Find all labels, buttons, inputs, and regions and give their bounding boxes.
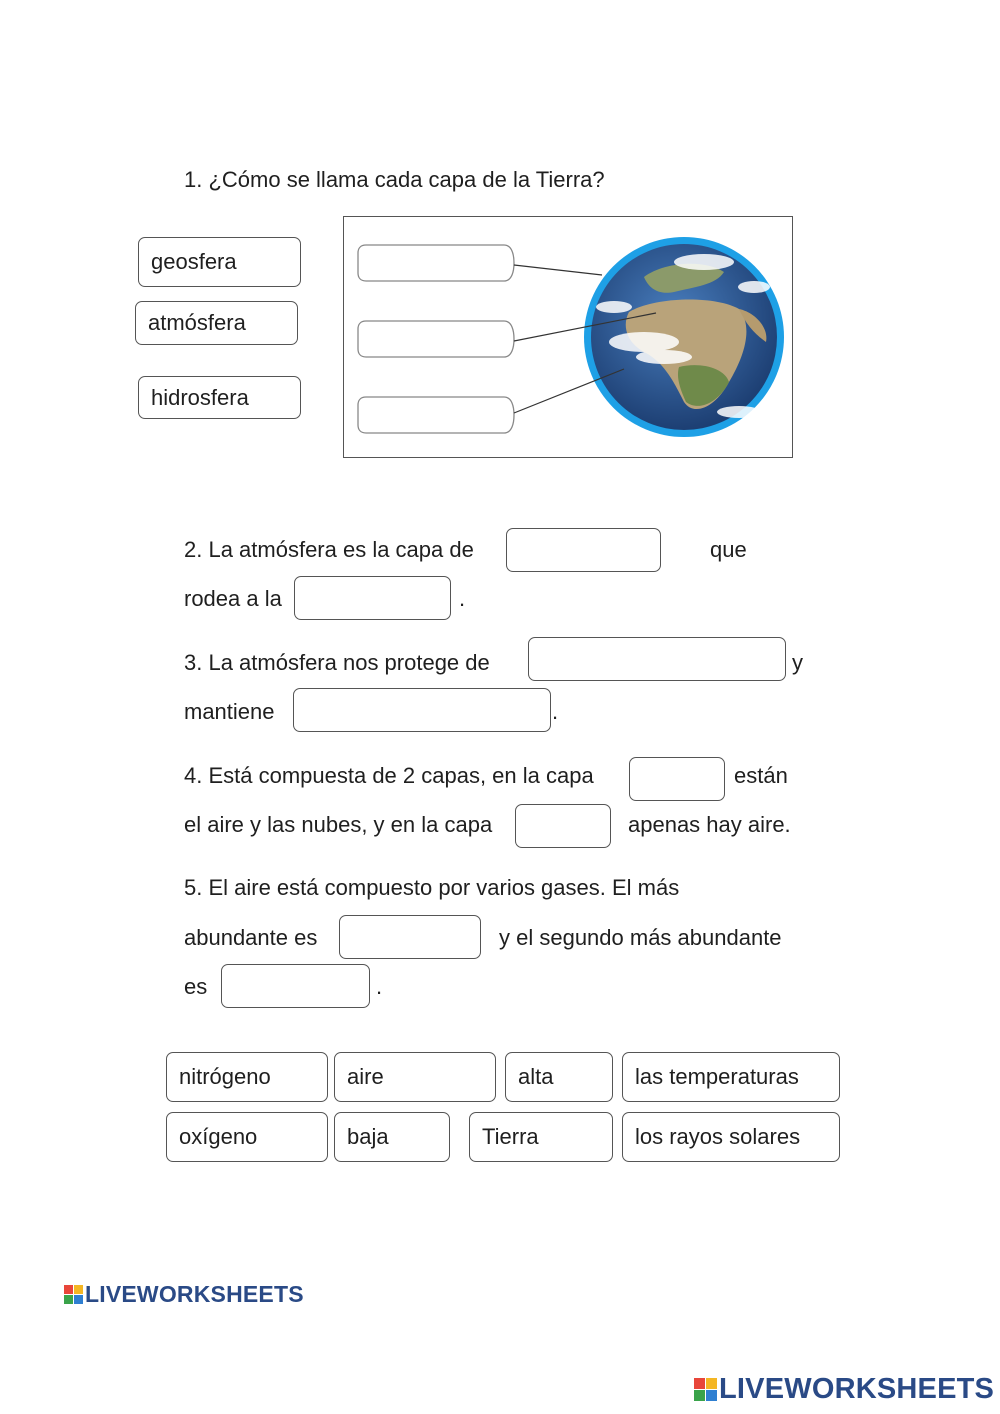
question-4-line2-before: el aire y las nubes, y en la capa bbox=[184, 812, 493, 837]
question-2-line2-after: . bbox=[459, 586, 466, 611]
earth-illustration bbox=[344, 217, 794, 459]
word-card-las-temperaturas[interactable]: las temperaturas bbox=[622, 1052, 840, 1102]
question-2-line1-before: 2. La atmósfera es la capa de bbox=[184, 537, 474, 562]
option-geosfera[interactable]: geosfera bbox=[138, 237, 301, 287]
logo-text: LIVEWORKSHEETS bbox=[719, 1373, 995, 1405]
label-slot-3 bbox=[358, 397, 514, 433]
question-1-title: 1. ¿Cómo se llama cada capa de la Tierra? bbox=[184, 167, 605, 192]
answer-blank-3a[interactable] bbox=[528, 637, 786, 681]
option-atmosfera[interactable]: atmósfera bbox=[135, 301, 298, 345]
word-card-baja[interactable]: baja bbox=[334, 1112, 450, 1162]
question-5-line2-before: abundante es bbox=[184, 925, 318, 950]
answer-blank-5a[interactable] bbox=[339, 915, 481, 959]
label-slot-1 bbox=[358, 245, 514, 281]
answer-blank-2b[interactable] bbox=[294, 576, 451, 620]
liveworksheets-logo-large bbox=[694, 1373, 994, 1406]
word-card-aire[interactable]: aire bbox=[334, 1052, 496, 1102]
logo-tiles-icon bbox=[64, 1285, 83, 1304]
option-hidrosfera[interactable]: hidrosfera bbox=[138, 376, 301, 419]
question-4-line1-after: están bbox=[734, 763, 788, 788]
word-card-oxigeno[interactable]: oxígeno bbox=[166, 1112, 328, 1162]
answer-blank-2a[interactable] bbox=[506, 528, 661, 572]
answer-blank-4b[interactable] bbox=[515, 804, 611, 848]
question-2-line2-before: rodea a la bbox=[184, 586, 282, 611]
question-2-line1-after: que bbox=[710, 537, 747, 562]
label-slot-2 bbox=[358, 321, 514, 357]
word-card-alta[interactable]: alta bbox=[505, 1052, 613, 1102]
word-card-nitrogeno[interactable]: nitrógeno bbox=[166, 1052, 328, 1102]
answer-blank-4a[interactable] bbox=[629, 757, 725, 801]
logo-text: LIVEWORKSHEETS bbox=[85, 1281, 304, 1307]
question-5-line3-after: . bbox=[376, 974, 383, 999]
question-4-line1-before: 4. Está compuesta de 2 capas, en la capa bbox=[184, 763, 594, 788]
word-card-los-rayos-solares[interactable]: los rayos solares bbox=[622, 1112, 840, 1162]
question-3-line2-before: mantiene bbox=[184, 699, 275, 724]
question-4-line2-after: apenas hay aire. bbox=[628, 812, 791, 837]
answer-blank-5b[interactable] bbox=[221, 964, 370, 1008]
question-5-line1: 5. El aire está compuesto por varios gases. El más bbox=[184, 875, 680, 900]
word-card-tierra[interactable]: Tierra bbox=[469, 1112, 613, 1162]
question-5-line2-after: y el segundo más abundante bbox=[499, 925, 782, 950]
liveworksheets-logo-small bbox=[64, 1281, 304, 1308]
question-3-line1-before: 3. La atmósfera nos protege de bbox=[184, 650, 490, 675]
question-3-line2-after: . bbox=[552, 699, 559, 724]
answer-blank-3b[interactable] bbox=[293, 688, 551, 732]
logo-tiles-icon bbox=[694, 1378, 717, 1401]
question-5-line3-before: es bbox=[184, 974, 208, 999]
earth-diagram bbox=[343, 216, 793, 458]
question-3-line1-after: y bbox=[792, 650, 803, 675]
pointer-line-1 bbox=[514, 265, 602, 275]
